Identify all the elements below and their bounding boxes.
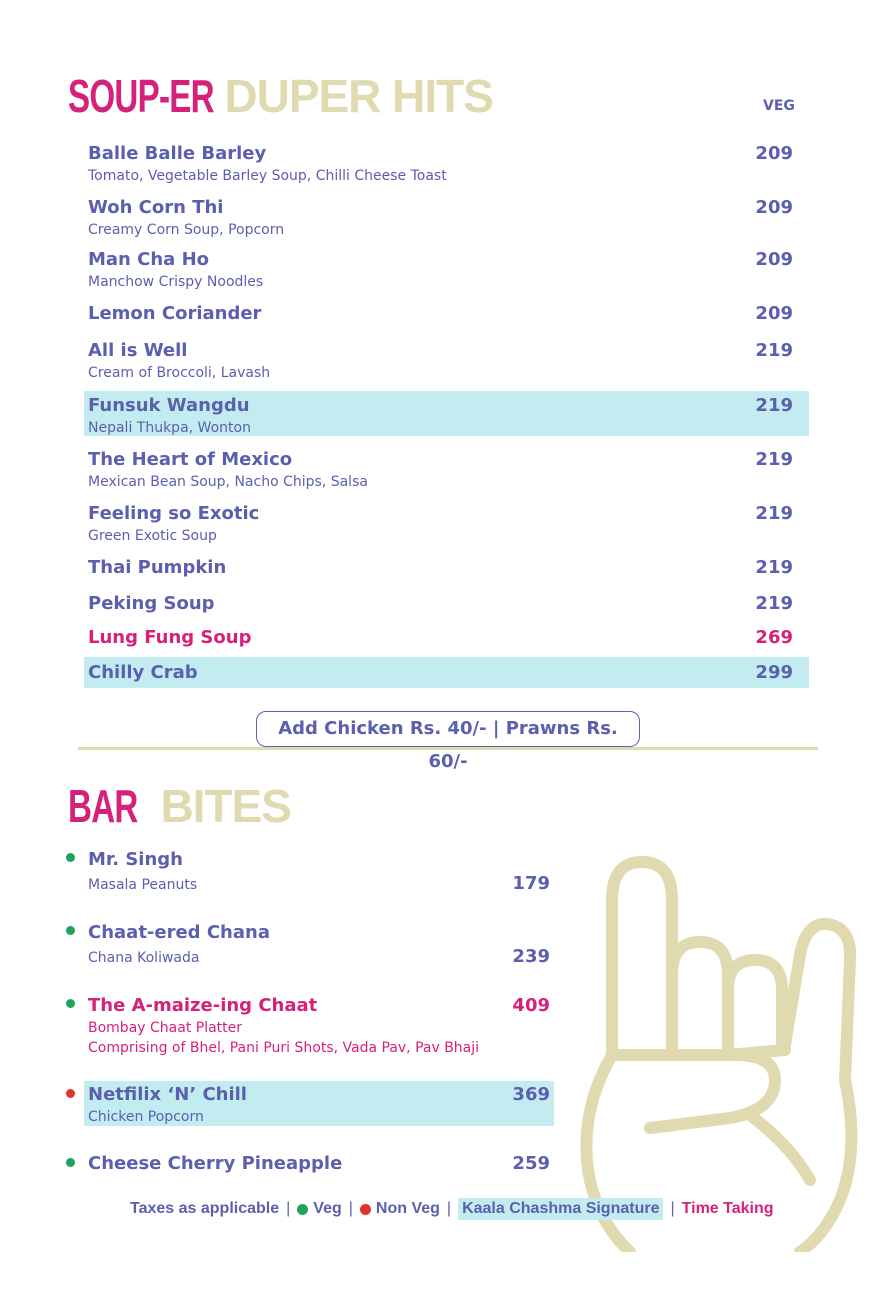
item-price: 209: [755, 249, 793, 270]
item-price: 219: [755, 557, 793, 578]
menu-item-signature[interactable]: [84, 1081, 554, 1126]
legend-signature: Kaala Chashma Signature: [458, 1198, 663, 1220]
bar-title-pink: BAR: [68, 780, 138, 832]
item-name: Mr. Singh: [88, 849, 183, 870]
item-price: 259: [512, 1153, 550, 1174]
item-description: Chana Koliwada: [88, 950, 200, 966]
item-description: Cream of Broccoli, Lavash: [88, 365, 271, 381]
item-name: Chilly Crab: [88, 662, 198, 683]
item-name: The A-maize-ing Chaat: [88, 995, 318, 1016]
menu-item[interactable]: [84, 921, 554, 968]
veg-bullet-icon: [66, 1158, 75, 1167]
item-description: Chicken Popcorn: [88, 1109, 204, 1125]
legend-nonveg: Non Veg: [375, 1200, 440, 1217]
item-name: Feeling so Exotic: [88, 503, 260, 524]
item-price: 219: [755, 449, 793, 470]
item-price: 219: [755, 593, 793, 614]
menu-item[interactable]: [84, 248, 809, 292]
legend-separator: |: [446, 1200, 452, 1217]
item-price: 219: [755, 340, 793, 361]
veg-column-label: VEG: [763, 98, 795, 114]
item-name: Funsuk Wangdu: [88, 395, 250, 416]
item-name: Lemon Coriander: [88, 303, 262, 324]
item-price: 369: [512, 1084, 550, 1105]
item-price: 209: [755, 143, 793, 164]
menu-item[interactable]: [84, 556, 809, 580]
item-name: Cheese Cherry Pineapple: [88, 1153, 343, 1174]
legend-taxes: Taxes as applicable: [130, 1200, 280, 1217]
item-name: All is Well: [88, 340, 188, 361]
item-name: Lung Fung Soup: [88, 627, 252, 648]
menu-item[interactable]: [84, 196, 809, 240]
veg-dot-icon: [297, 1204, 308, 1215]
item-description: Bombay Chaat Platter: [88, 1020, 243, 1036]
item-name: Peking Soup: [88, 593, 215, 614]
item-name: Woh Corn Thi: [88, 197, 224, 218]
item-name: Thai Pumpkin: [88, 557, 227, 578]
item-description: Masala Peanuts: [88, 877, 198, 893]
item-price: 219: [755, 395, 793, 416]
legend-separator: |: [286, 1200, 291, 1217]
item-price: 209: [755, 197, 793, 218]
item-name: Chaat-ered Chana: [88, 922, 270, 943]
menu-item[interactable]: [84, 848, 554, 895]
item-price: 209: [755, 303, 793, 324]
item-description: Mexican Bean Soup, Nacho Chips, Salsa: [88, 474, 368, 490]
menu-item[interactable]: [84, 142, 809, 186]
veg-bullet-icon: [66, 999, 75, 1008]
section-divider: [78, 747, 818, 750]
item-price: 239: [512, 946, 550, 967]
menu-item-signature[interactable]: [84, 657, 809, 688]
item-name: Man Cha Ho: [88, 249, 210, 270]
rock-hand-icon: [560, 850, 860, 1252]
menu-item[interactable]: [84, 302, 809, 326]
addon-note: Add Chicken Rs. 40/- | Prawns Rs. 60/-: [256, 711, 640, 747]
soup-title-pink: SOUP-ER: [68, 70, 214, 122]
legend-bar: [130, 1197, 774, 1221]
item-price: 299: [755, 662, 793, 683]
menu-item-signature[interactable]: [84, 391, 809, 436]
soup-title-beige: DUPER HITS: [224, 70, 493, 122]
menu-item[interactable]: [84, 592, 809, 616]
item-name: The Heart of Mexico: [88, 449, 293, 470]
legend-time-taking: Time Taking: [681, 1200, 774, 1217]
legend-separator: |: [348, 1200, 353, 1217]
menu-item-time-taking[interactable]: [84, 626, 809, 650]
nonveg-dot-icon: [360, 1204, 371, 1215]
item-price: 179: [512, 873, 550, 894]
item-price: 409: [512, 995, 550, 1016]
nonveg-bullet-icon: [66, 1089, 75, 1098]
item-name: Balle Balle Barley: [88, 143, 267, 164]
menu-item[interactable]: [84, 1152, 554, 1176]
item-description: Green Exotic Soup: [88, 528, 217, 544]
item-description-detail: Comprising of Bhel, Pani Puri Shots, Vada Pav, Pav Bhaji: [88, 1040, 480, 1056]
item-description: Tomato, Vegetable Barley Soup, Chilli Cheese Toast: [88, 168, 447, 184]
item-description: Creamy Corn Soup, Popcorn: [88, 222, 285, 238]
veg-bullet-icon: [66, 853, 75, 862]
veg-bullet-icon: [66, 926, 75, 935]
item-price: 269: [755, 627, 793, 648]
bar-section-title: [68, 780, 291, 832]
menu-item[interactable]: [84, 339, 809, 383]
soup-section-title: [68, 70, 493, 122]
item-name: Netfilix ‘N’ Chill: [88, 1084, 247, 1105]
bar-title-beige: BITES: [160, 780, 291, 832]
legend-veg: Veg: [313, 1200, 342, 1217]
item-price: 219: [755, 503, 793, 524]
item-description: Manchow Crispy Noodles: [88, 274, 264, 290]
item-description: Nepali Thukpa, Wonton: [88, 420, 251, 436]
legend-separator: |: [670, 1200, 675, 1217]
menu-item[interactable]: [84, 502, 809, 546]
menu-item-time-taking[interactable]: [84, 994, 554, 1058]
menu-item[interactable]: [84, 448, 809, 492]
